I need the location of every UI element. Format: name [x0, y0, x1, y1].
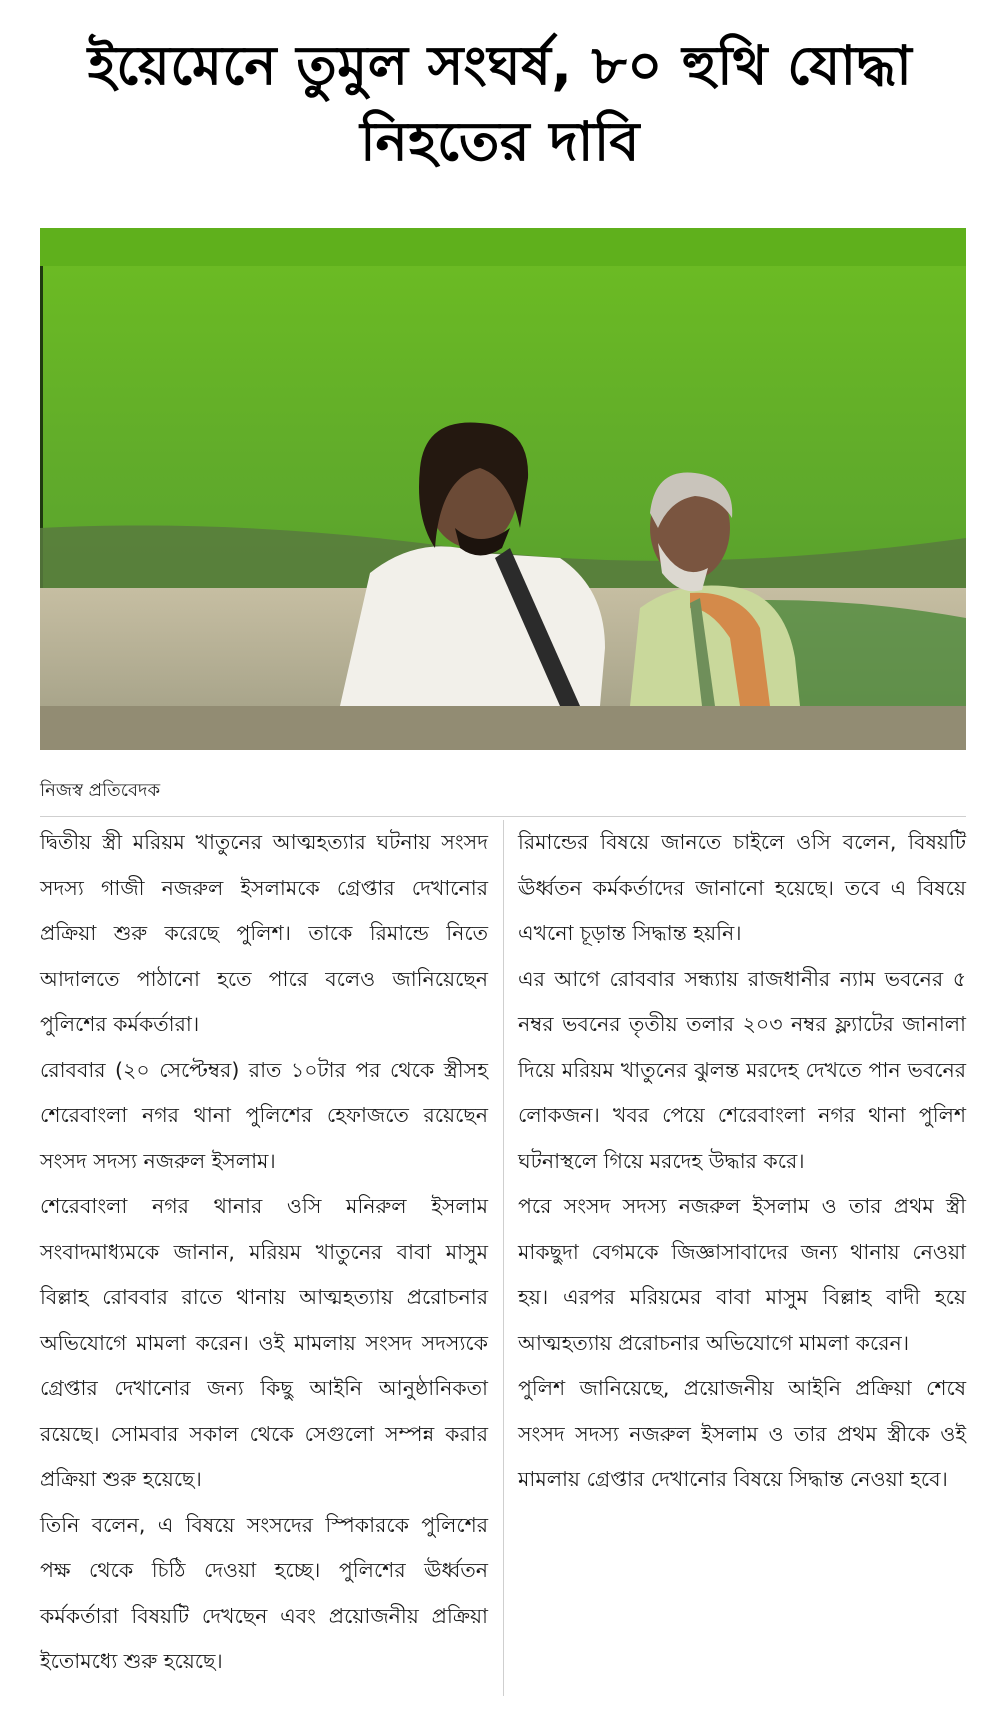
paragraph: পুলিশ জানিয়েছে, প্রয়োজনীয় আইনি প্রক্রিয়া শেষে সংসদ সদস্য নজরুল ইসলাম ও তার প্রথম স্ত্রীকে ওই মামলায় গ্রেপ্তার দেখানোর বিষয়ে সিদ্ধান্ত নেওয়া হবে। — [518, 1376, 966, 1491]
photo-illustration — [40, 228, 966, 750]
paragraph: রিমান্ডের বিষয়ে জানতে চাইলে ওসি বলেন, বিষয়টি ঊর্ধ্বতন কর্মকর্তাদের জানানো হয়েছে। তবে এ বিষয়ে এখনো চূড়ান্ত সিদ্ধান্ত হয়নি। — [518, 830, 966, 945]
headline-line-2: নিহতের দাবি — [360, 110, 640, 173]
paragraph: শেরেবাংলা নগর থানার ওসি মনিরুল ইসলাম সংবাদমাধ্যমকে জানান, মরিয়ম খাতুনের বাবা মাসুম বিল্লাহ রোববার রাতে থানায় আত্মহত্যায় প্ররোচনার অভিযোগে মামলা করেন। ওই মামলায় সংসদ সদস্যকে গ্রেপ্তার দেখানোর জন্য কিছু আইনি আনুষ্ঠানিকতা রয়েছে। সোমবার সকাল থেকে সেগুলো সম্পন্ন করার প্রক্রিয়া শুরু হয়েছে। — [40, 1194, 488, 1491]
article-column-right — [518, 820, 966, 1503]
paragraph: দ্বিতীয় স্ত্রী মরিয়ম খাতুনের আত্মহত্যার ঘটনায় সংসদ সদস্য গাজী নজরুল ইসলামকে গ্রেপ্তার দেখানোর প্রক্রিয়া শুরু করেছে পুলিশ। তাকে রিমান্ডে নিতে আদালতে পাঠানো হতে পারে বলেও জানিয়েছেন পুলিশের কর্মকর্তারা। — [40, 830, 488, 1036]
column-divider — [503, 820, 504, 1696]
paragraph: এর আগে রোববার সন্ধ্যায় রাজধানীর ন্যাম ভবনের ৫ নম্বর ভবনের তৃতীয় তলার ২০৩ নম্বর ফ্ল্যাটের জানালা দিয়ে মরিয়ম খাতুনের ঝুলন্ত মরদেহ দেখতে পান ভবনের লোকজন। খবর পেয়ে শেরেবাংলা নগর থানা পুলিশ ঘটনাস্থলে গিয়ে মরদেহ উদ্ধার করে। — [518, 966, 966, 1173]
article-column-left — [40, 820, 488, 1685]
divider-rule — [40, 816, 966, 817]
headline — [20, 28, 980, 180]
paragraph: রোববার (২০ সেপ্টেম্বর) রাত ১০টার পর থেকে স্ত্রীসহ শেরেবাংলা নগর থানা পুলিশের হেফাজতে রয়েছেন সংসদ সদস্য নজরুল ইসলাম। — [40, 1057, 488, 1173]
article-photo — [40, 228, 966, 750]
headline-line-1: ইয়েমেনে তুমুল সংঘর্ষ, ৮০ হুথি যোদ্ধা — [87, 34, 913, 97]
paragraph: পরে সংসদ সদস্য নজরুল ইসলাম ও তার প্রথম স্ত্রী মাকছুদা বেগমকে জিজ্ঞাসাবাদের জন্য থানায় নেওয়া হয়। এরপর মরিয়মের বাবা মাসুম বিল্লাহ বাদী হয়ে আত্মহত্যায় প্ররোচনার অভিযোগে মামলা করেন। — [518, 1194, 966, 1355]
paragraph: তিনি বলেন, এ বিষয়ে সংসদের স্পিকারকে পুলিশের পক্ষ থেকে চিঠি দেওয়া হচ্ছে। পুলিশের ঊর্ধ্বতন কর্মকর্তারা বিষয়টি দেখছেন এবং প্রয়োজনীয় প্রক্রিয়া ইতোমধ্যে শুরু হয়েছে। — [40, 1512, 488, 1673]
byline: নিজস্ব প্রতিবেদক — [40, 780, 161, 801]
